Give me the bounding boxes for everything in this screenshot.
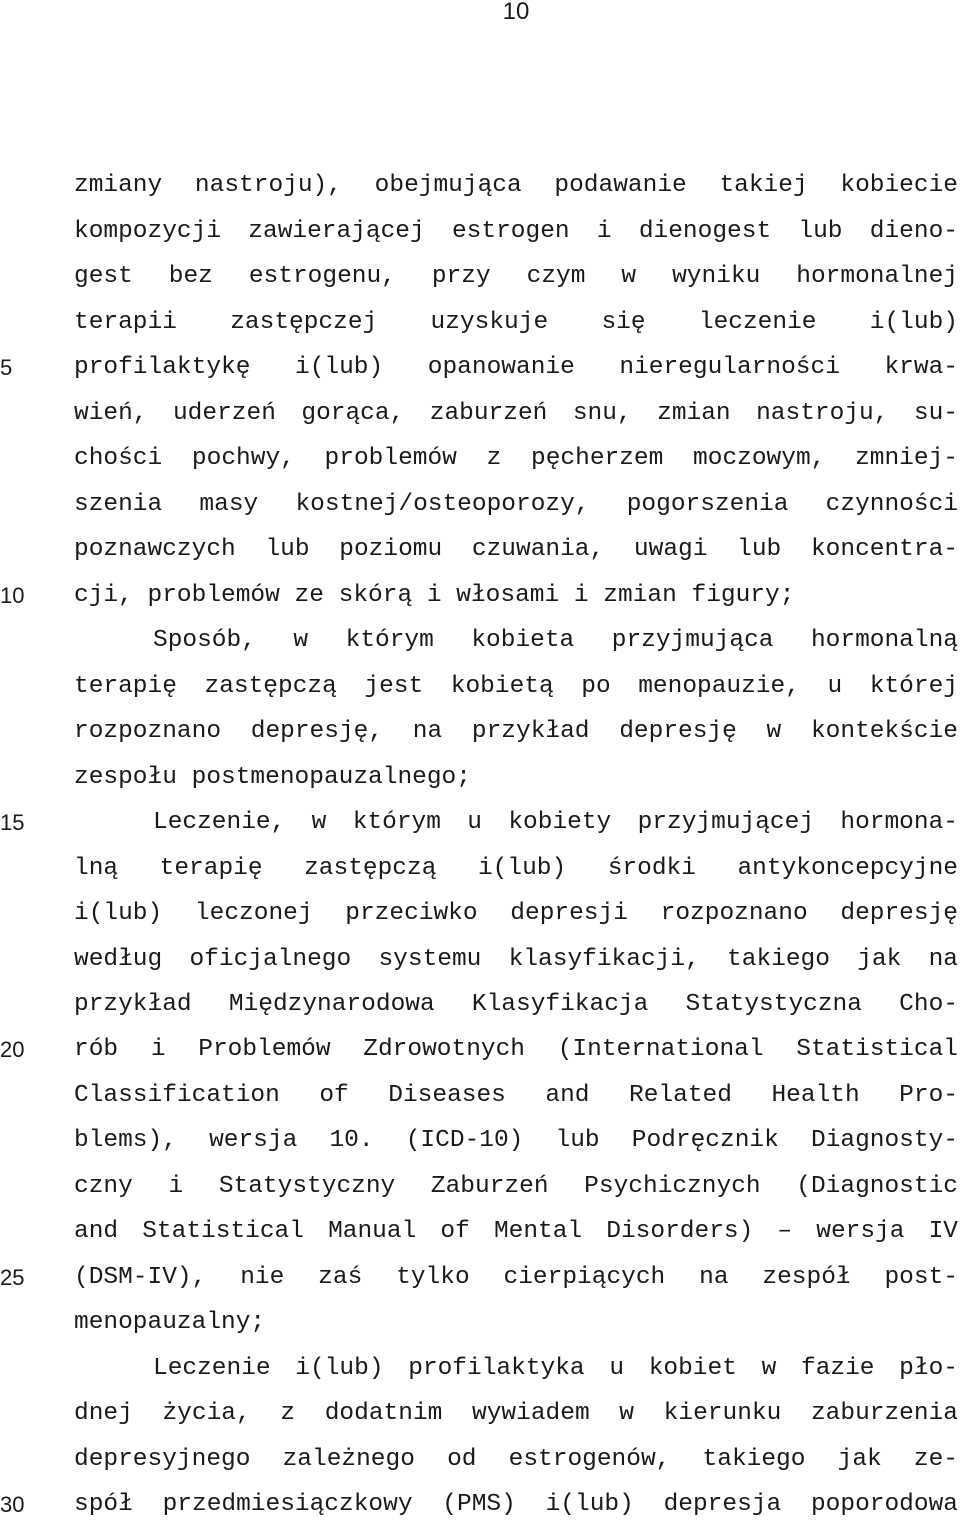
paragraph-first-line: Leczenie, w którym u kobiety przyjmującej hormona-: [153, 809, 958, 836]
text-line: gest bez estrogenu, przy czym w wyniku hormonalnej: [74, 263, 958, 290]
text-line: czny i Statystyczny Zaburzeń Psychicznych (Diagnostic: [74, 1173, 958, 1200]
text-line: terapii zastępczej uzyskuje się leczenie i(lub): [74, 309, 958, 336]
line-number-25: 25: [0, 1265, 25, 1290]
line-number-15: 15: [0, 810, 25, 835]
text-line: cji, problemów ze skórą i włosami i zmian figury;: [74, 582, 795, 609]
text-line: Classification of Diseases and Related Health Pro-: [74, 1082, 958, 1109]
paragraph-first-line: Sposób, w którym kobieta przyjmująca hormonalną: [153, 627, 958, 654]
line-number-20: 20: [0, 1037, 25, 1062]
text-line: spół przedmiesiączkowy (PMS) i(lub) depresja poporodowa: [74, 1491, 958, 1518]
text-line: poznawczych lub poziomu czuwania, uwagi lub koncentra-: [74, 536, 958, 563]
text-line: lną terapię zastępczą i(lub) środki antykoncepcyjne: [74, 855, 958, 882]
text-line: and Statistical Manual of Mental Disorders) – wersja IV: [74, 1218, 958, 1245]
text-line: wień, uderzeń gorąca, zaburzeń snu, zmian nastroju, su-: [74, 400, 958, 427]
text-line: depresyjnego zależnego od estrogenów, takiego jak ze-: [74, 1446, 958, 1473]
text-line: szenia masy kostnej/osteoporozy, pogorszenia czynności: [74, 491, 958, 518]
text-line: chości pochwy, problemów z pęcherzem moczowym, zmniej-: [74, 445, 958, 472]
text-line: (DSM-IV), nie zaś tylko cierpiących na zespół post-: [74, 1264, 958, 1291]
text-line: menopauzalny;: [74, 1309, 266, 1336]
text-line: według oficjalnego systemu klasyfikacji, takiego jak na: [74, 946, 958, 973]
text-line: przykład Międzynarodowa Klasyfikacja Statystyczna Cho-: [74, 991, 958, 1018]
text-line: rozpoznano depresję, na przykład depresję w kontekście: [74, 718, 958, 745]
paragraph-first-line: Leczenie i(lub) profilaktyka u kobiet w fazie pło-: [153, 1355, 958, 1382]
text-line: zmiany nastroju), obejmująca podawanie takiej kobiecie: [74, 172, 958, 199]
text-line: terapię zastępczą jest kobietą po menopauzie, u której: [74, 673, 958, 700]
text-line: dnej życia, z dodatnim wywiadem w kierunku zaburzenia: [74, 1400, 958, 1427]
line-number-10: 10: [0, 583, 25, 608]
text-line: i(lub) leczonej przeciwko depresji rozpoznano depresję: [74, 900, 958, 927]
text-line: blems), wersja 10. (ICD-10) lub Podręcznik Diagnosty-: [74, 1127, 958, 1154]
text-line: zespołu postmenopauzalnego;: [74, 764, 471, 791]
text-line: rób i Problemów Zdrowotnych (International Statistical: [74, 1036, 958, 1063]
text-line: kompozycji zawierającej estrogen i dienogest lub dieno-: [74, 218, 958, 245]
line-number-5: 5: [0, 355, 13, 380]
text-line: profilaktykę i(lub) opanowanie nieregularności krwa-: [74, 354, 958, 381]
line-number-30: 30: [0, 1492, 25, 1517]
page-number: 10: [502, 0, 530, 25]
